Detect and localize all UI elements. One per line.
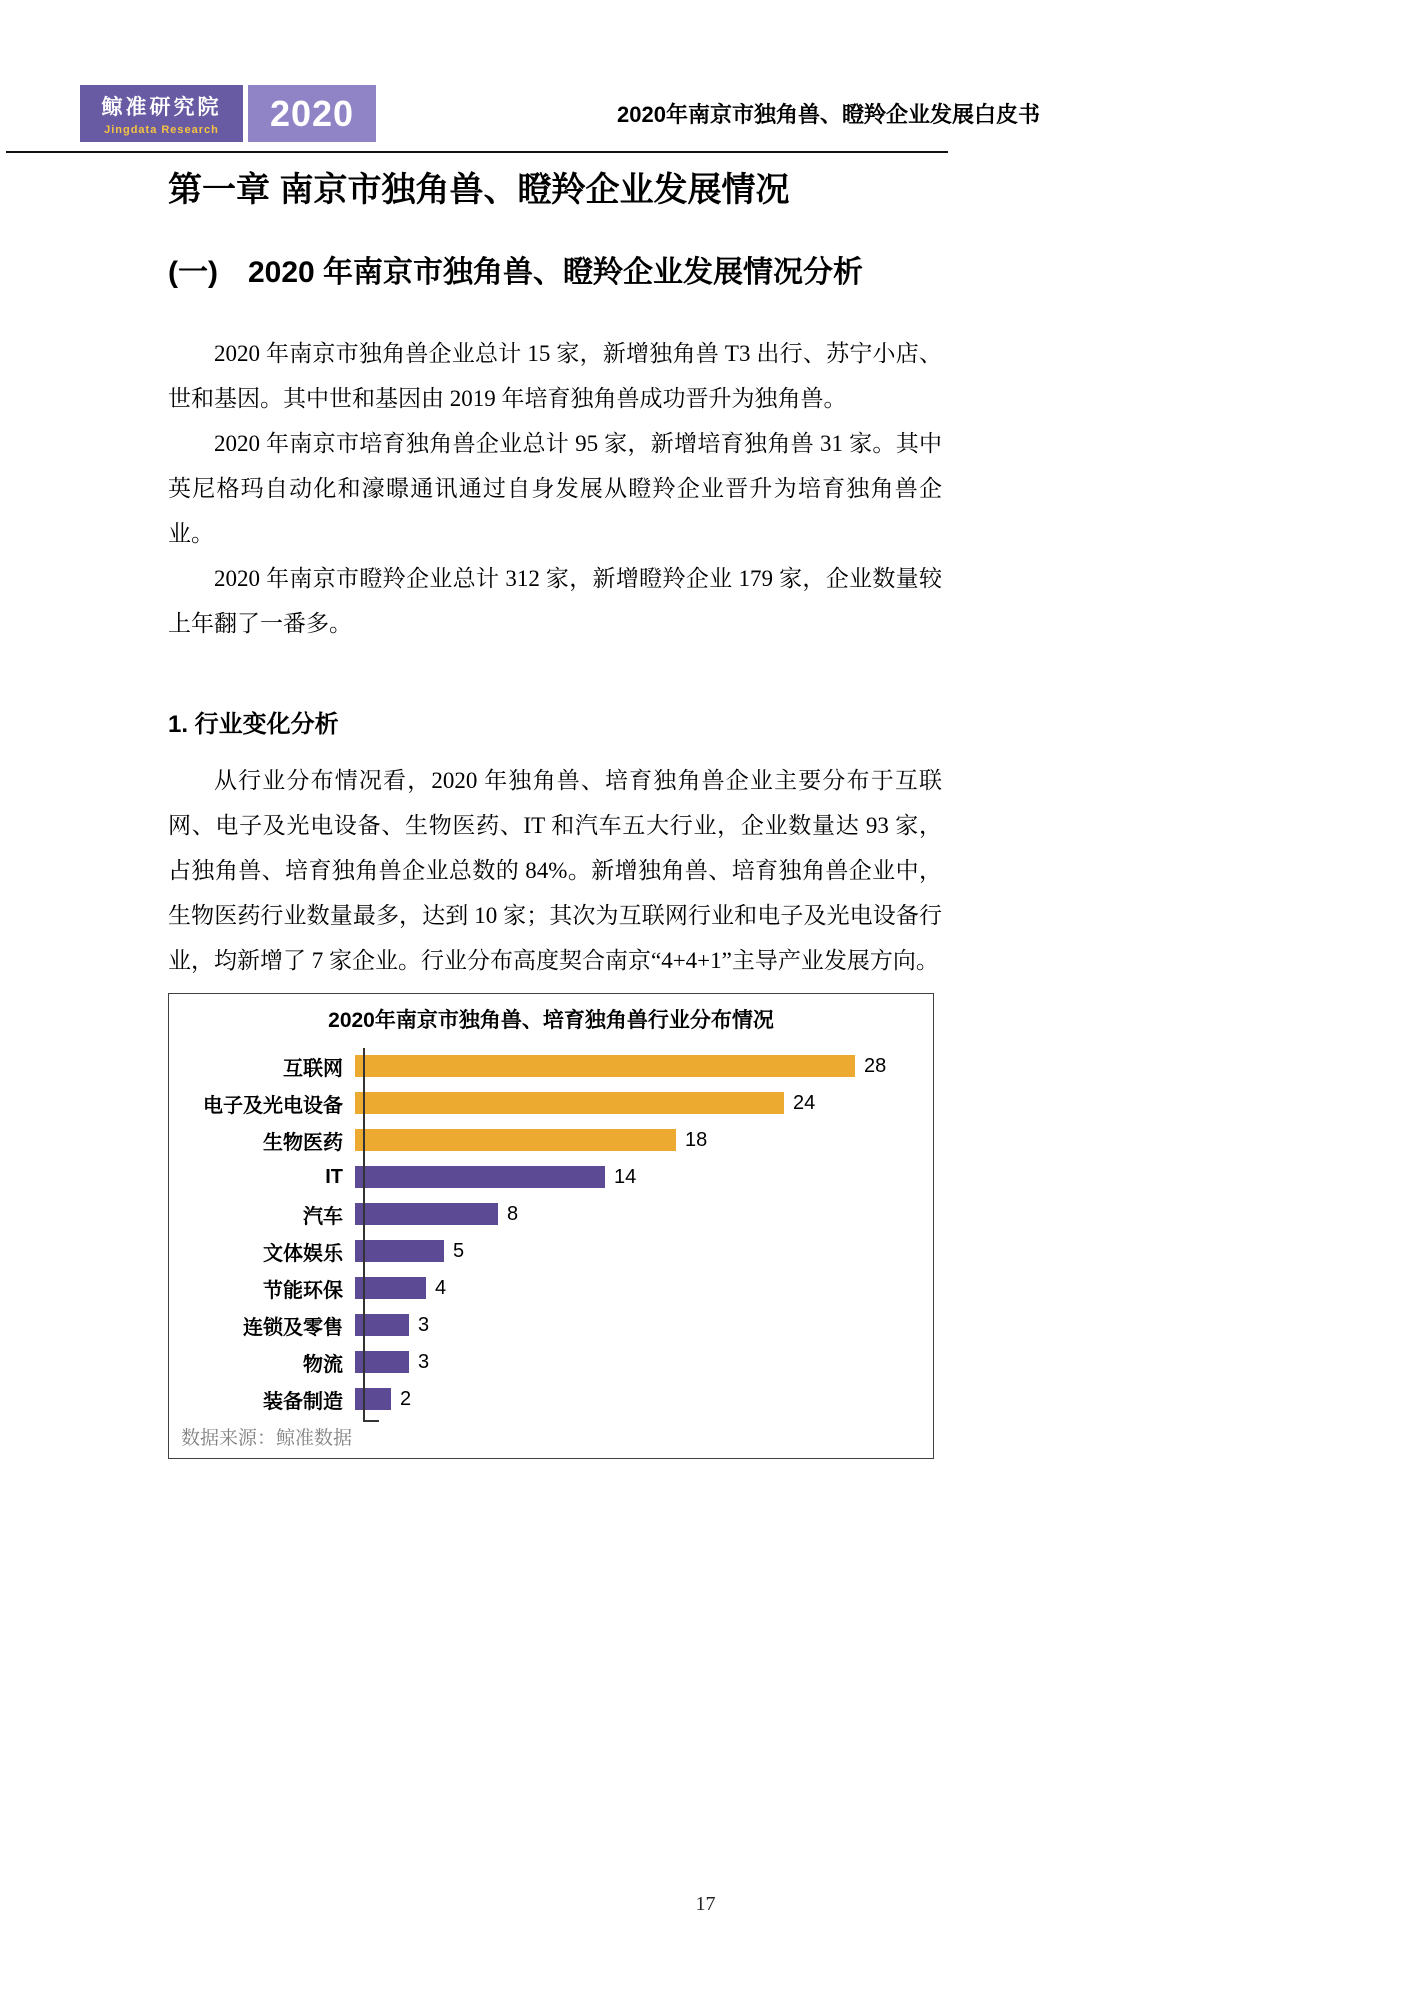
chart-value-label: 4 [435,1276,447,1299]
chart-category-label: 装备制造 [263,1390,343,1413]
page-header [80,85,1040,142]
chart-y-axis [363,1048,365,1422]
chart-bar [355,1055,855,1077]
chart-row [181,1307,921,1344]
chart-value-label: 28 [864,1054,887,1077]
chart-bar [355,1277,426,1299]
chart-bar [355,1203,498,1225]
chart-row [181,1159,921,1196]
chart-bar-area [353,1129,921,1152]
chart-row [181,1048,921,1085]
header-divider [6,151,948,153]
chart-bar-area [353,1388,921,1411]
chart-row [181,1270,921,1307]
chapter-title: 第一章 南京市独角兽、瞪羚企业发展情况 [168,171,790,209]
chart-value-label: 5 [453,1239,465,1262]
body-paragraphs [168,331,942,646]
chart-category-label: 电子及光电设备 [203,1094,343,1117]
chart-bar-area [353,1351,921,1374]
chart-bar [355,1388,391,1410]
body-paragraph: 2020 年南京市瞪羚企业总计 312 家，新增瞪羚企业 179 家，企业数量较上年翻了一番多。 [168,565,942,636]
chart-row [181,1085,921,1122]
brand-logo [80,85,243,142]
chart-category-label: 生物医药 [263,1131,343,1154]
chart-source-note: 数据来源：鲸准数据 [181,1427,353,1449]
chart-bar-area [353,1314,921,1337]
page-number: 17 [695,1893,716,1915]
chart-bar [355,1129,676,1151]
chart-bar-area [353,1240,921,1263]
chart-bar-area [353,1092,921,1115]
brand-name: 鲸准研究院 [101,96,222,119]
document-body [168,170,942,1459]
chart-value-label: 18 [685,1128,708,1151]
chart-bar-area [353,1055,921,1078]
chart-bar [355,1166,605,1188]
chart-bar [355,1092,784,1114]
chart-value-label: 24 [793,1091,816,1114]
chart-category-label: 物流 [303,1353,343,1376]
chart-value-label: 8 [507,1202,519,1225]
chart-title: 2020年南京市独角兽、培育独角兽行业分布情况 [328,1008,774,1032]
chart-value-label: 14 [614,1165,637,1188]
chart-category-label: 汽车 [303,1205,343,1228]
body-paragraph: 2020 年南京市独角兽企业总计 15 家，新增独角兽 T3 出行、苏宁小店、世和基因。其中世和基因由 2019 年培育独角兽成功晋升为独角兽。 [168,340,942,411]
brand-year-badge: 2020 [248,85,376,142]
chart-row [181,1196,921,1233]
chart-category-label: 互联网 [283,1057,343,1080]
header-title: 2020年南京市独角兽、瞪羚企业发展白皮书 [617,102,1040,127]
chart-bar [355,1240,444,1262]
chart-value-label: 3 [418,1350,430,1373]
chart-category-label: IT [325,1165,343,1188]
subsection-title: 1. 行业变化分析 [168,710,339,738]
chart-value-label: 3 [418,1313,430,1336]
chart-bar-area [353,1277,921,1300]
chart-category-label: 文体娱乐 [263,1242,343,1265]
chart-plot-area [181,1048,921,1418]
chart-category-label: 连锁及零售 [243,1316,343,1339]
chart-bar-area [353,1203,921,1226]
body-paragraph: 2020 年南京市培育独角兽企业总计 95 家，新增培育独角兽 31 家。其中英尼格玛自动化和濠暻通讯通过自身发展从瞪羚企业晋升为培育独角兽企业。 [168,430,942,546]
chart-row [181,1233,921,1270]
chart-row [181,1344,921,1381]
section-title: (一) 2020 年南京市独角兽、瞪羚企业发展情况分析 [168,255,864,289]
chart-axis-tick [363,1420,379,1422]
industry-bar-chart [168,993,934,1459]
subsection-paragraph: 从行业分布情况看，2020 年独角兽、培育独角兽企业主要分布于互联网、电子及光电设备、生物医药、IT 和汽车五大行业，企业数量达 93 家，占独角兽、培育独角兽企业总数的 84%。新增独角兽、培育独角兽企业中，生物医药行业数量最多，达到 10 家；其次为互联网行业和电子及光电设备行业，均新增了 7 家企业。行业分布高度契合南京“4+4+1”主导产业发展方向。 [168,767,942,973]
chart-row [181,1381,921,1418]
chart-bar-area [353,1166,921,1189]
chart-value-label: 2 [400,1387,412,1410]
chart-category-label: 节能环保 [263,1279,343,1302]
brand-subtitle: Jingdata Research [104,124,219,136]
chart-row [181,1122,921,1159]
